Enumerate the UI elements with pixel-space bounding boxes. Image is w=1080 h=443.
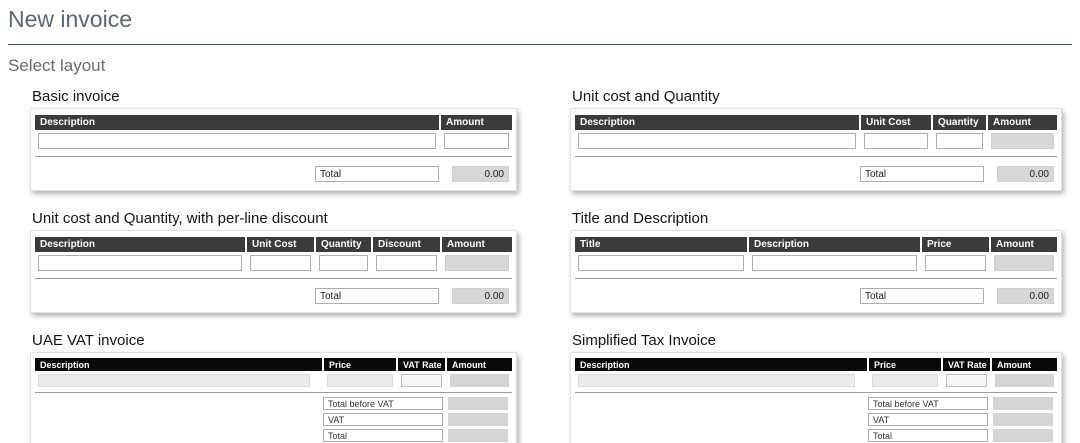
cell	[869, 373, 941, 388]
cell	[992, 373, 1057, 388]
column-header-quantity: Quantity	[933, 115, 986, 130]
cell	[933, 132, 986, 150]
preview-divider	[575, 392, 1057, 393]
preview-total-row	[575, 413, 1057, 426]
layout-block-uae-vat-invoice	[30, 333, 517, 443]
column-header-description: Description	[35, 115, 439, 130]
title-divider	[8, 44, 1072, 45]
cell	[398, 373, 445, 388]
page-title: New invoice	[8, 6, 132, 32]
total-before-vat-amount-field	[993, 397, 1053, 410]
total-amount-field: 0.00	[452, 166, 509, 182]
description-field-preview	[38, 374, 310, 387]
preview-line-row	[35, 373, 512, 388]
amount-field-preview	[444, 133, 509, 149]
layout-block-basic-invoice	[30, 89, 517, 191]
cell	[575, 373, 867, 388]
quantity-field-preview	[936, 133, 983, 149]
preview-total-row	[575, 288, 1057, 304]
layout-option-simplified-tax-invoice[interactable]	[570, 352, 1062, 443]
unit-cost-field-preview	[864, 133, 928, 149]
column-header-amount: Amount	[442, 237, 512, 252]
layout-option-name: Title and Description	[572, 210, 709, 227]
cell	[324, 373, 396, 388]
column-header-discount: Discount	[373, 237, 440, 252]
description-field-preview	[752, 255, 917, 271]
column-header-price: Price	[324, 358, 396, 371]
preview-header-row	[575, 115, 1057, 130]
cell	[35, 373, 322, 388]
cell	[991, 254, 1057, 272]
layout-block-unit-cost-quantity	[570, 89, 1062, 191]
layout-option-basic-invoice[interactable]	[30, 108, 517, 191]
preview-total-row	[35, 288, 512, 304]
preview-total-row	[575, 397, 1057, 410]
layout-option-name: UAE VAT invoice	[32, 332, 145, 349]
description-field-preview	[38, 133, 436, 149]
column-header-amount: Amount	[992, 358, 1057, 371]
cell	[447, 373, 512, 388]
preview-total-row	[35, 413, 512, 426]
total-label-field: Total	[868, 429, 988, 442]
column-header-amount: Amount	[447, 358, 512, 371]
cell	[442, 254, 512, 272]
description-field-preview	[578, 133, 856, 149]
column-header-description: Description	[575, 358, 867, 371]
vat-rate-field-preview	[401, 374, 442, 387]
preview-divider	[35, 392, 512, 393]
cell	[922, 254, 989, 272]
preview-divider	[575, 278, 1057, 279]
total-label-field: Total	[315, 288, 439, 304]
layout-grid	[30, 89, 1062, 443]
cell	[575, 254, 747, 272]
preview-line-row	[575, 373, 1057, 388]
layout-option-title-description[interactable]	[570, 230, 1062, 313]
column-header-amount: Amount	[988, 115, 1057, 130]
cell	[35, 254, 245, 272]
preview-total-row	[35, 166, 512, 182]
preview-line-row	[35, 254, 512, 272]
layout-block-title-description	[570, 211, 1062, 313]
price-field-preview	[327, 374, 393, 387]
layout-option-per-line-discount[interactable]	[30, 230, 517, 313]
column-header-unit-cost: Unit Cost	[861, 115, 931, 130]
preview-line-row	[575, 254, 1057, 272]
layout-option-uae-vat-invoice[interactable]	[30, 352, 517, 443]
column-header-vat-rate: VAT Rate	[398, 358, 445, 371]
preview-header-row	[35, 358, 512, 371]
preview-line-row	[575, 132, 1057, 150]
cell	[575, 132, 859, 150]
column-header-description: Description	[35, 237, 245, 252]
section-label: Select layout	[8, 56, 106, 75]
cell	[373, 254, 440, 272]
layout-option-name: Unit cost and Quantity, with per-line discount	[32, 210, 328, 227]
column-header-amount: Amount	[991, 237, 1057, 252]
vat-amount-field	[993, 413, 1053, 426]
layout-option-name: Unit cost and Quantity	[572, 88, 720, 105]
cell	[749, 254, 920, 272]
cell	[441, 132, 512, 150]
column-header-description: Description	[35, 358, 322, 371]
amount-field-preview	[995, 374, 1054, 387]
title-field-preview	[578, 255, 744, 271]
total-amount-field: 0.00	[997, 166, 1054, 182]
total-amount-field: 0.00	[452, 288, 509, 304]
description-field-preview	[38, 255, 242, 271]
amount-field-preview	[994, 255, 1054, 271]
preview-total-row	[575, 166, 1057, 182]
cell	[861, 132, 931, 150]
total-amount-field	[993, 429, 1053, 442]
total-label-field: Total	[315, 166, 439, 182]
layout-block-simplified-tax-invoice	[570, 333, 1062, 443]
total-amount-field	[448, 429, 508, 442]
cell	[247, 254, 314, 272]
layout-block-per-line-discount	[30, 211, 517, 313]
column-header-price: Price	[922, 237, 989, 252]
total-before-vat-amount-field	[448, 397, 508, 410]
cell	[943, 373, 990, 388]
preview-total-row	[35, 397, 512, 410]
preview-total-row	[35, 429, 512, 442]
column-header-amount: Amount	[441, 115, 512, 130]
amount-field-preview	[991, 133, 1054, 149]
preview-divider	[35, 278, 512, 279]
preview-header-row	[35, 115, 512, 130]
quantity-field-preview	[319, 255, 368, 271]
preview-header-row	[35, 237, 512, 252]
column-header-description: Description	[749, 237, 920, 252]
layout-option-unit-cost-quantity[interactable]	[570, 108, 1062, 191]
column-header-description: Description	[575, 115, 859, 130]
unit-cost-field-preview	[250, 255, 311, 271]
vat-label-field: VAT	[323, 413, 443, 426]
column-header-unit-cost: Unit Cost	[247, 237, 314, 252]
layout-option-name: Simplified Tax Invoice	[572, 332, 716, 349]
total-label-field: Total	[860, 166, 984, 182]
cell	[988, 132, 1057, 150]
amount-field-preview	[450, 374, 509, 387]
amount-field-preview	[445, 255, 509, 271]
vat-amount-field	[448, 413, 508, 426]
price-field-preview	[872, 374, 938, 387]
preview-header-row	[575, 237, 1057, 252]
preview-divider	[35, 156, 512, 157]
column-header-vat-rate: VAT Rate	[943, 358, 990, 371]
total-before-vat-label-field: Total before VAT	[323, 397, 443, 410]
total-label-field: Total	[323, 429, 443, 442]
vat-label-field: VAT	[868, 413, 988, 426]
description-field-preview	[578, 374, 855, 387]
cell	[35, 132, 439, 150]
preview-header-row	[575, 358, 1057, 371]
preview-line-row	[35, 132, 512, 150]
total-label-field: Total	[860, 288, 984, 304]
layout-option-name: Basic invoice	[32, 88, 120, 105]
column-header-price: Price	[869, 358, 941, 371]
vat-rate-field-preview	[946, 374, 987, 387]
preview-total-row	[575, 429, 1057, 442]
cell	[316, 254, 371, 272]
discount-field-preview	[376, 255, 437, 271]
total-amount-field: 0.00	[997, 288, 1054, 304]
column-header-quantity: Quantity	[316, 237, 371, 252]
preview-divider	[575, 156, 1057, 157]
price-field-preview	[925, 255, 986, 271]
column-header-title: Title	[575, 237, 747, 252]
total-before-vat-label-field: Total before VAT	[868, 397, 988, 410]
